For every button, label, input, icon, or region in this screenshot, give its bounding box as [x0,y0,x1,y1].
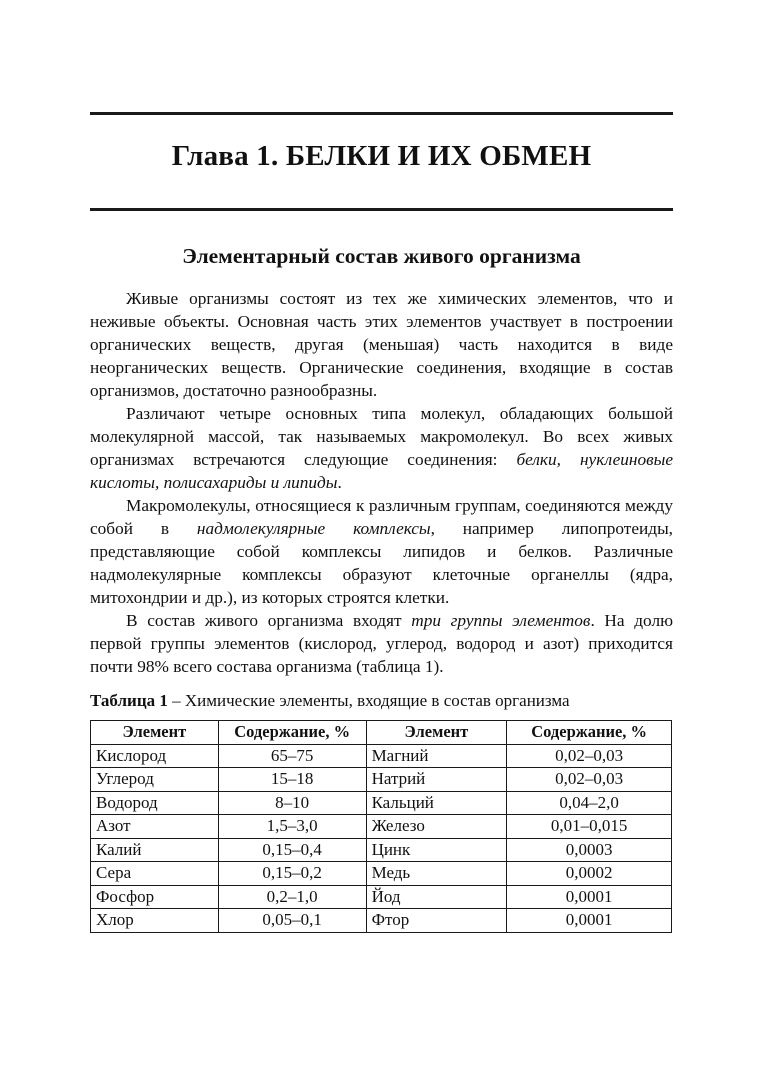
table-row [91,862,672,886]
paragraph-1-text: Живые организмы состоят из тех же химических элементов, что и неживые объекты. Основная часть этих элементов участвует в построении органических веществ, другая (меньшая) часть находится в виде неорганических веществ. Органические соединения, входящие в состав организмов, достаточно разнообразны. [90,289,673,400]
table-row [91,815,672,839]
elements-table [90,720,672,933]
header-content: Содержание, % [218,721,366,745]
element-content: 0,0001 [507,909,672,933]
paragraph-3 [90,494,673,609]
element-content: 0,05–0,1 [218,909,366,933]
element-content: 1,5–3,0 [218,815,366,839]
table-row [91,885,672,909]
element-name: Кислород [91,744,219,768]
element-content: 15–18 [218,768,366,792]
bottom-rule [90,208,673,211]
element-name: Азот [91,815,219,839]
element-name: Водород [91,791,219,815]
element-name: Сера [91,862,219,886]
element-name: Йод [366,885,507,909]
table-row [91,791,672,815]
paragraph-3-text: Макромолекулы, относящиеся к различным группам, соединяются между собой в [90,496,673,538]
paragraph-3-end: , например липопротеиды, представляющие собой комплексы липидов и белков. Различные надмолекулярные комплексы образуют клеточные органеллы (ядра, митохондрии и др.), из которых строятся клетки. [90,519,674,607]
header-element: Элемент [91,721,219,745]
element-content: 8–10 [218,791,366,815]
table-row [91,768,672,792]
paragraph-2-emphasis: белки, нуклеиновые кислоты, полисахариды и липиды [90,450,673,492]
paragraph-4-text: В состав живого организма входят [126,611,412,630]
element-name: Кальций [366,791,507,815]
element-content: 65–75 [218,744,366,768]
header-element: Элемент [366,721,507,745]
paragraph-2 [90,402,673,494]
table-caption [90,691,673,711]
paragraph-2-text: Различают четыре основных типа молекул, обладающих большой молекулярной массой, так называемых макромолекул. Во всех живых организмах встречаются следующие соединения: [90,404,673,469]
header-content: Содержание, % [507,721,672,745]
element-content: 0,02–0,03 [507,744,672,768]
chapter-title: Глава 1. БЕЛКИ И ИХ ОБМЕН [171,140,592,172]
element-content: 0,04–2,0 [507,791,672,815]
element-name: Калий [91,838,219,862]
paragraph-1 [90,287,673,402]
element-name: Железо [366,815,507,839]
table-caption-label: Таблица 1 [90,691,168,710]
paragraph-2-end: . [337,473,342,492]
table-row [91,909,672,933]
table-caption-text: – Химические элементы, входящие в состав организма [167,691,570,710]
element-content: 0,02–0,03 [507,768,672,792]
element-content: 0,0003 [507,838,672,862]
element-name: Углерод [91,768,219,792]
element-name: Хлор [91,909,219,933]
element-name: Магний [366,744,507,768]
paragraph-3-emphasis: надмолекулярные комплексы [196,519,431,538]
element-content: 0,2–1,0 [218,885,366,909]
element-name: Натрий [366,768,507,792]
body-text [90,287,673,678]
element-name: Медь [366,862,507,886]
element-content: 0,15–0,4 [218,838,366,862]
element-name: Фосфор [91,885,219,909]
element-content: 0,0002 [507,862,672,886]
paragraph-4 [90,609,673,678]
element-content: 0,15–0,2 [218,862,366,886]
element-name: Фтор [366,909,507,933]
table-header-row [91,721,672,745]
top-rule [90,112,673,115]
element-name: Цинк [366,838,507,862]
table-row [91,744,672,768]
element-content: 0,01–0,015 [507,815,672,839]
element-content: 0,0001 [507,885,672,909]
section-title: Элементарный состав живого организма [182,244,581,268]
paragraph-4-emphasis: три группы элементов [411,611,591,630]
paragraph-4-end: . На долю первой группы элементов (кислород, углерод, водород и азот) приходится почти 98% всего состава организма (таблица 1). [90,611,673,676]
table-row [91,838,672,862]
